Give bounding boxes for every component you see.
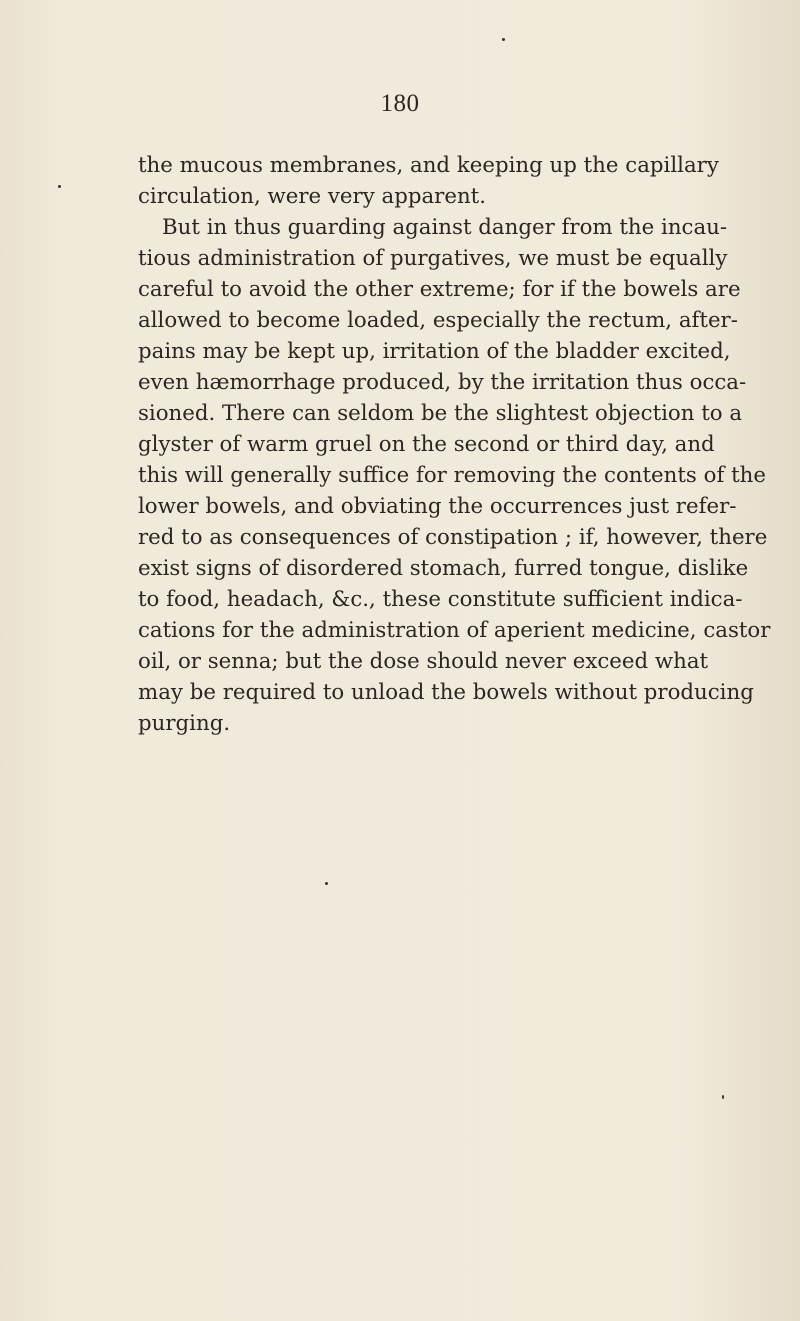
text-line: sioned. There can seldom be the slightest objection to a	[138, 401, 743, 426]
body-text	[138, 150, 771, 739]
page-number: 180	[380, 90, 420, 117]
paper-speck	[502, 38, 505, 41]
text-line: may be required to unload the bowels without producing	[138, 680, 754, 705]
text-line: allowed to become loaded, especially the rectum, after-	[138, 308, 738, 333]
paper-speck	[325, 882, 328, 885]
text-line: pains may be kept up, irritation of the bladder excited,	[138, 339, 731, 364]
text-line: glyster of warm gruel on the second or third day, and	[138, 432, 715, 457]
text-line: this will generally suffice for removing the contents of the	[138, 463, 766, 488]
text-line: circulation, were very apparent.	[138, 184, 487, 209]
text-line: But in thus guarding against danger from the incau-	[162, 215, 728, 240]
text-line: oil, or senna; but the dose should never exceed what	[138, 649, 709, 674]
paper-speck	[722, 1095, 724, 1099]
text-line: cations for the administration of aperient medicine, castor	[138, 618, 771, 643]
text-line: the mucous membranes, and keeping up the capillary	[138, 153, 719, 178]
text-line: careful to avoid the other extreme; for if the bowels are	[138, 277, 741, 302]
text-line: lower bowels, and obviating the occurrences just refer-	[138, 494, 737, 519]
text-line: exist signs of disordered stomach, furred tongue, dislike	[138, 556, 749, 581]
text-line: tious administration of purgatives, we must be equally	[138, 246, 728, 271]
text-line: red to as consequences of constipation ; if, however, there	[138, 525, 768, 550]
text-line: purging.	[138, 711, 231, 736]
text-line: even hæmorrhage produced, by the irritation thus occa-	[138, 370, 747, 395]
text-line: to food, headach, &c., these constitute sufficient indica-	[138, 587, 743, 612]
paper-speck	[58, 185, 61, 188]
